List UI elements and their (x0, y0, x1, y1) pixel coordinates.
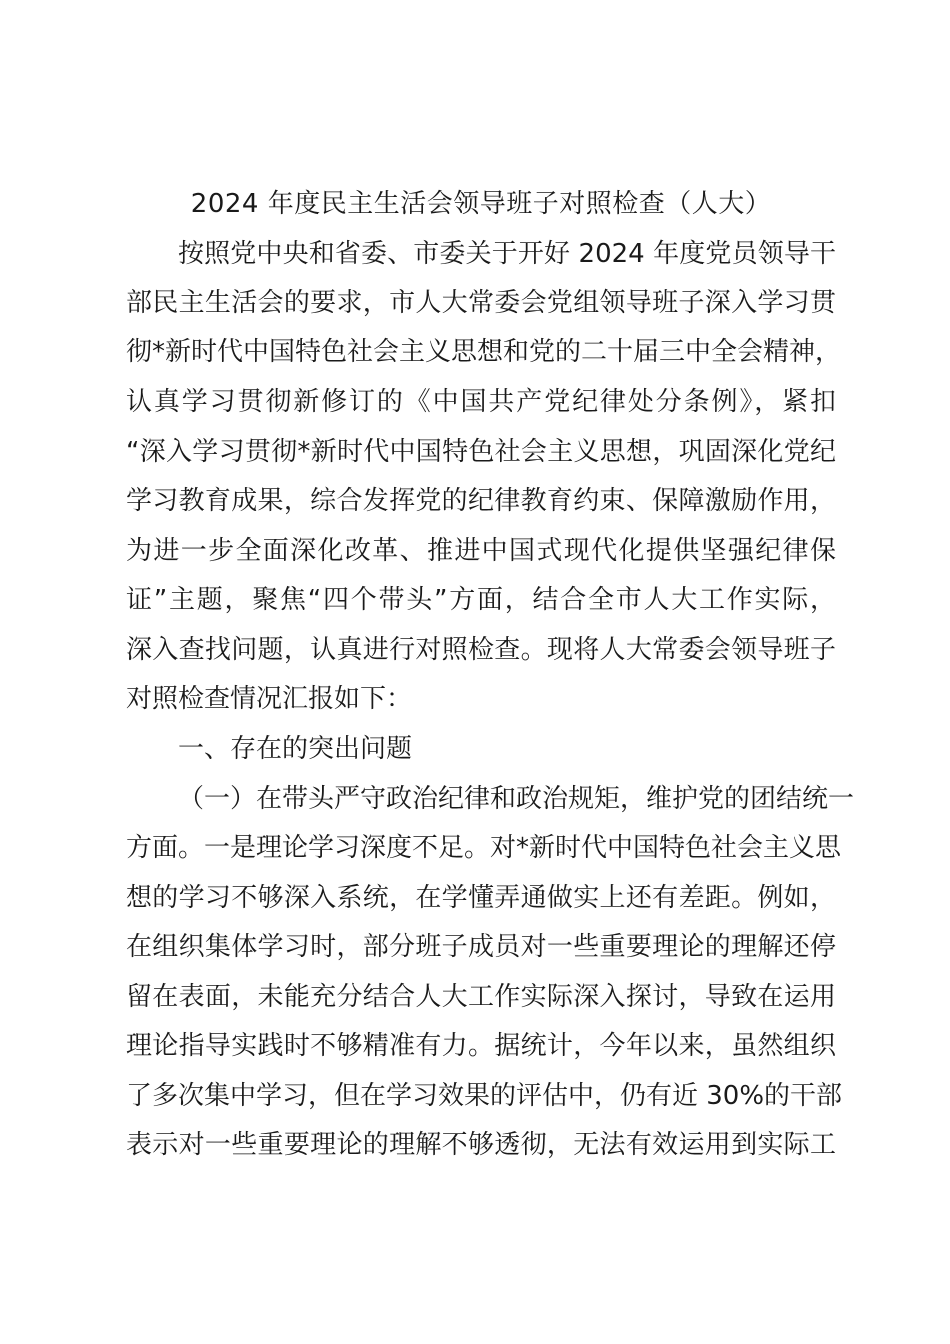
paragraph-line: 学习教育成果，综合发挥党的纪律教育约束、保障激励作用， (126, 486, 836, 516)
paragraph-line: 对照检查情况汇报如下： (126, 684, 413, 714)
paragraph-line: 表示对一些重要理论的理解不够透彻，无法有效运用到实际工 (126, 1130, 836, 1160)
document-title: 2024 年度民主生活会领导班子对照检查（人大） (190, 189, 772, 219)
paragraph-line: 留在表面，未能充分结合人大工作实际深入探讨，导致在运用 (126, 982, 836, 1012)
paragraph-line: 方面。一是理论学习深度不足。对*新时代中国特色社会主义思 (126, 833, 842, 863)
section-heading: 一、存在的突出问题 (178, 734, 413, 764)
paragraph-line: 想的学习不够深入系统，在学懂弄通做实上还有差距。例如， (126, 883, 836, 913)
paragraph-line: 为进一步全面深化改革、推进中国式现代化提供坚强纪律保 (126, 536, 836, 566)
paragraph-line: （一）在带头严守政治纪律和政治规矩，维护党的团结统一 (178, 784, 855, 814)
paragraph-line: 深入查找问题，认真进行对照检查。现将人大常委会领导班子 (126, 635, 836, 665)
paragraph-line: 了多次集中学习，但在学习效果的评估中，仍有近 30%的干部 (126, 1081, 843, 1111)
paragraph-line: “深入学习贯彻*新时代中国特色社会主义思想，巩固深化党纪 (126, 437, 836, 467)
paragraph-line: 在组织集体学习时，部分班子成员对一些重要理论的理解还停 (126, 932, 836, 962)
paragraph-line: 理论指导实践时不够精准有力。据统计，今年以来，虽然组织 (126, 1031, 836, 1061)
paragraph-line: 彻*新时代中国特色社会主义思想和党的二十届三中全会精神， (126, 337, 842, 367)
paragraph-line: 按照党中央和省委、市委关于开好 2024 年度党员领导干 (178, 239, 836, 269)
paragraph-line: 认真学习贯彻新修订的《中国共产党纪律处分条例》，紧扣 (126, 387, 836, 417)
paragraph-line: 部民主生活会的要求，市人大常委会党组领导班子深入学习贯 (126, 288, 836, 318)
paragraph-line: 证”主题，聚焦“四个带头”方面，结合全市人大工作实际， (126, 585, 836, 615)
